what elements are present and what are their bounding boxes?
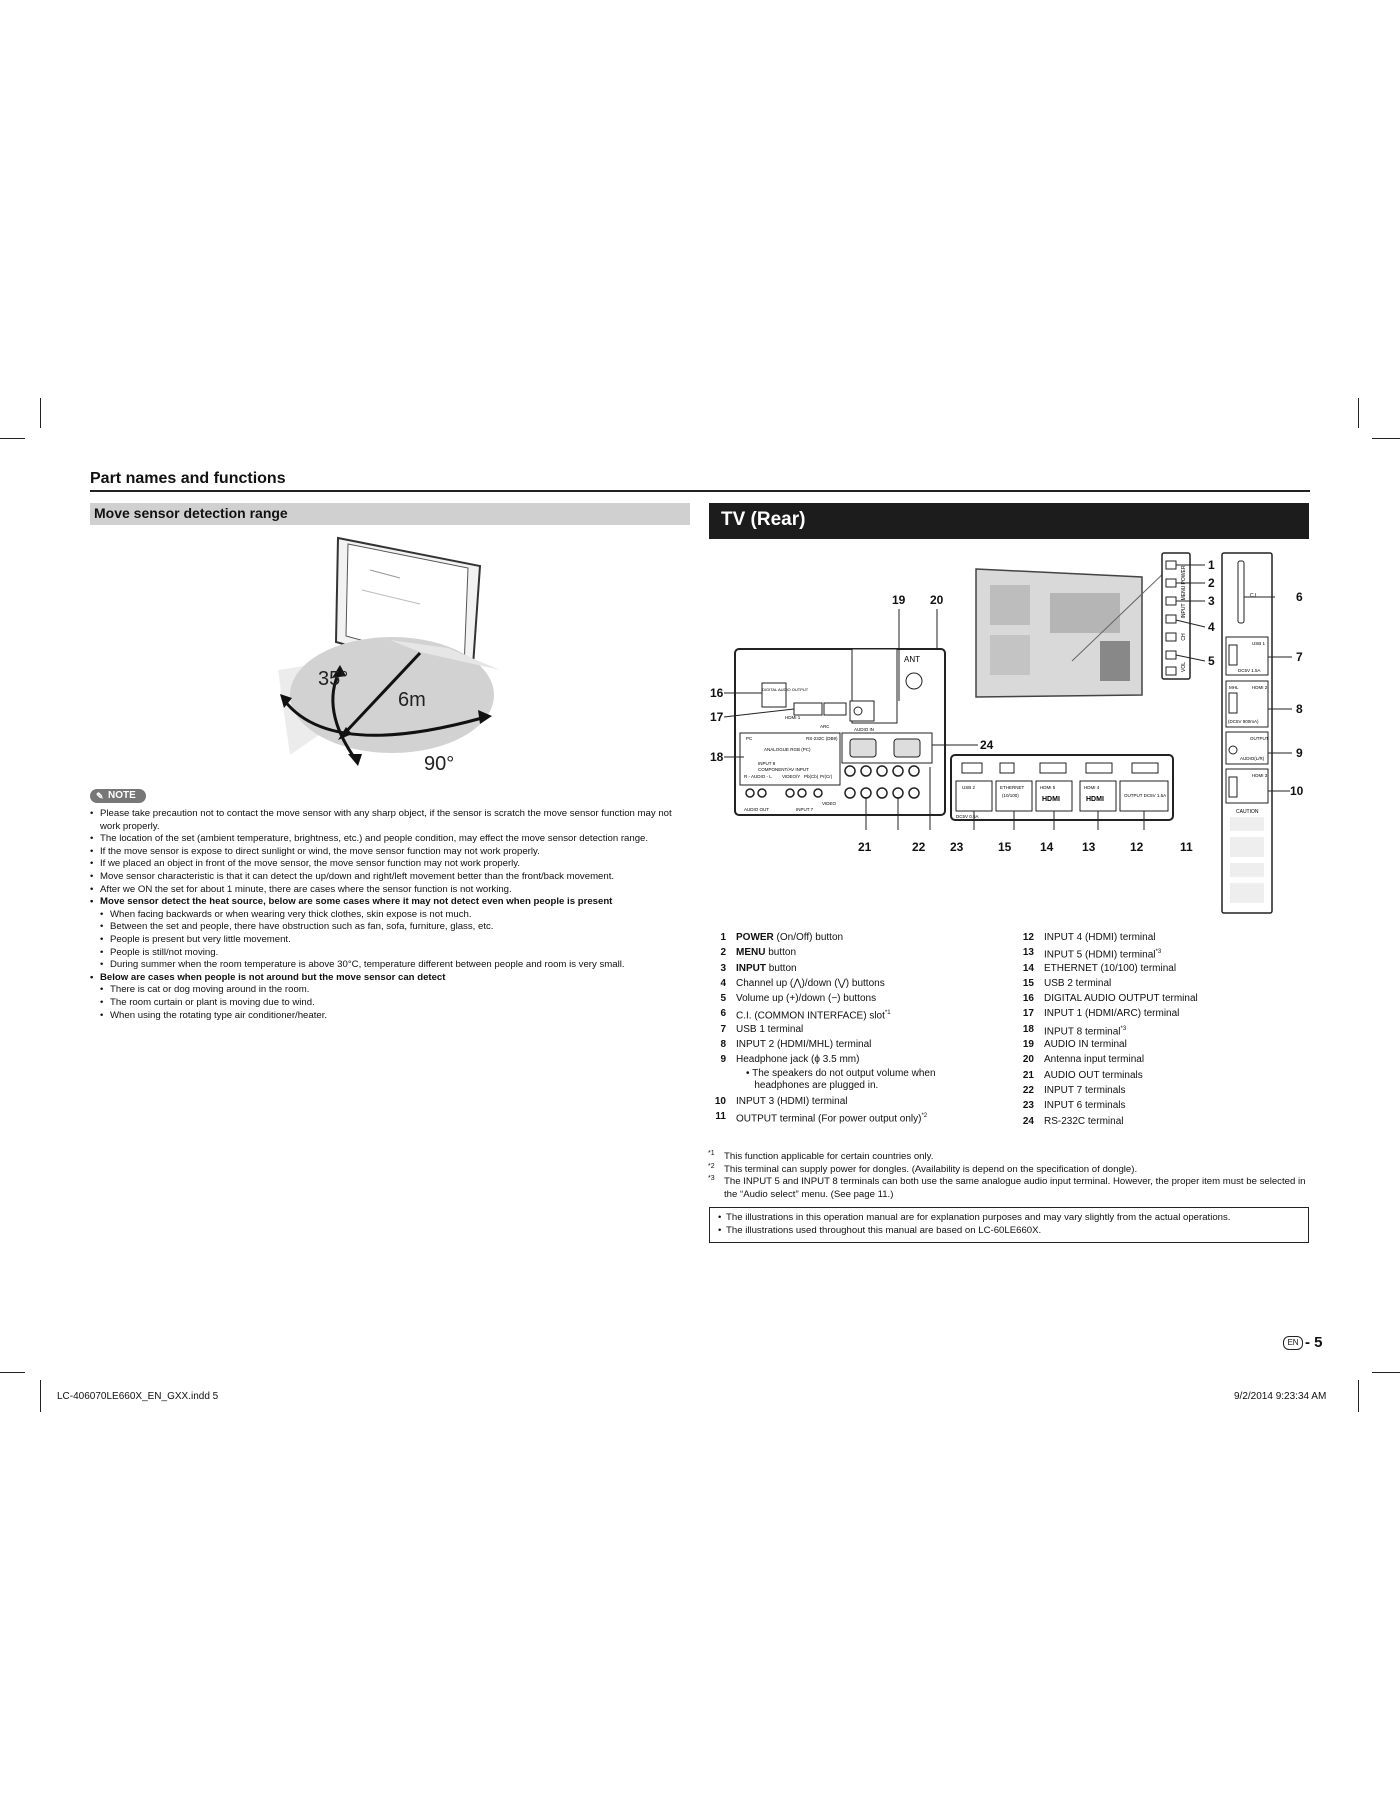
heat-case-list <box>100 909 692 972</box>
note-item: • If the move sensor is expose to direct sunlight or wind, the move sensor function may not work properly. <box>90 846 692 859</box>
callout-number: 21 <box>858 840 872 854</box>
note-item-heat <box>90 896 692 972</box>
ethernet-speed-label: (10/100) <box>1002 793 1019 798</box>
list-item: 18 INPUT 8 terminal$^{*3}$ <box>1022 1023 1127 1038</box>
crop-mark <box>0 1372 25 1373</box>
headphone-note: • The speakers do not output volume when headphones are plugged in. <box>746 1067 936 1091</box>
hdmi3-label: HDMI 3 <box>1252 773 1268 778</box>
input8-label: INPUT 8 <box>758 761 776 766</box>
move-sensor-figure <box>270 530 500 790</box>
list-item: 13 INPUT 5 (HDMI) terminal$^{*3}$ <box>1022 947 1162 961</box>
title-rule <box>90 490 1310 492</box>
list-item: • The room curtain or plant is moving due to wind. <box>100 997 692 1010</box>
right-side-panel <box>1222 553 1272 913</box>
list-item: 19 AUDIO IN terminal <box>1022 1039 1127 1051</box>
page-title: Part names and functions <box>90 470 286 487</box>
list-item: 15 USB 2 terminal <box>1022 977 1112 989</box>
list-item: • During summer when the room temperature is above 30°C, temperature different between people and room is very small. <box>100 959 692 972</box>
hdmi1-label: HDMI 1 <box>785 715 801 720</box>
input-button-label: INPUT <box>1181 603 1187 619</box>
power-button-label: POWER <box>1181 565 1187 585</box>
angle-horizontal-label: 90° <box>424 753 455 775</box>
input7-label: INPUT 7 <box>796 807 814 812</box>
vol-button-label: VOL <box>1181 661 1187 673</box>
digital-audio-output-label: DIGITAL AUDIO OUTPUT <box>762 687 809 692</box>
bottom-terminal-panel <box>951 755 1173 820</box>
list-item: 9 Headphone jack (ϕ 3.5 mm) <box>720 1054 860 1066</box>
absent-case-list <box>100 984 692 1022</box>
note-item: • After we ON the set for about 1 minute, there are cases where the sensor function is not working. <box>90 884 692 897</box>
mhl-label: MHL <box>1229 685 1239 690</box>
list-item: 7 USB 1 terminal <box>720 1023 804 1035</box>
list-item: • There is cat or dog moving around in the room. <box>100 984 692 997</box>
callout-number: 12 <box>1130 840 1144 854</box>
footnote: *2 This terminal can supply power for dongles. (Availability is depend on the specification of dongle). <box>708 1162 1138 1175</box>
note-item: • Move sensor characteristic is that it can detect the up/down and right/left movement better than the front/back movement. <box>90 871 692 884</box>
crop-mark <box>1372 1372 1400 1373</box>
parts-list-right <box>1020 930 1310 1129</box>
crop-mark <box>1358 1380 1359 1412</box>
footnote: *3 The INPUT 5 and INPUT 8 terminals can both use the same analogue audio input terminal. However, the proper item must be selected in the “Audio select” menu. (See page 11.) <box>708 1175 1306 1200</box>
right-section-title: TV (Rear) <box>721 509 806 530</box>
footnote: *1 This function applicable for certain countries only. <box>708 1150 934 1162</box>
left-section-title: Move sensor detection range <box>94 505 288 521</box>
tv-back-illustration <box>976 569 1168 697</box>
tv-rear-diagram <box>700 545 1320 925</box>
pb-cb-label: Pb(Cb) <box>804 774 819 779</box>
ant-label: ANT <box>904 655 920 664</box>
callout-number: 18 <box>710 750 724 764</box>
analogue-rgb-label: ANALOGUE RGB (PC) <box>764 747 811 752</box>
footer-date: 9/2/2014 9:23:34 AM <box>1234 1391 1327 1402</box>
list-item: 22 INPUT 7 terminals <box>1022 1084 1126 1096</box>
callout-number: 23 <box>950 840 964 854</box>
hdmi4-logo: HDMI <box>1086 796 1104 803</box>
callout-number: 13 <box>1082 840 1096 854</box>
crop-mark <box>1358 398 1359 428</box>
video-y-label: VIDEO/Y <box>782 774 801 779</box>
hdmi2-power-label: (DC5V 900mA) <box>1228 719 1259 724</box>
list-item: • Between the set and people, there have obstruction such as fan, sofa, furniture, glass, etc. <box>100 921 692 934</box>
callout-number: 4 <box>1208 620 1215 634</box>
list-item: • The illustrations in this operation manual are for explanation purposes and may vary slightly from the actual operations. <box>718 1212 1300 1225</box>
footer-file-name: LC-406070LE660X_EN_GXX.indd 5 <box>57 1391 219 1402</box>
crop-mark <box>40 1380 41 1412</box>
callout-number: 3 <box>1208 594 1215 608</box>
list-item: 2 MENU button <box>720 947 797 959</box>
usb1-power-label: DC5V 1.5A <box>1238 668 1261 673</box>
left-terminal-panel <box>735 649 945 815</box>
note-label: NOTE <box>108 790 136 801</box>
list-item: 12 INPUT 4 (HDMI) terminal <box>1022 932 1156 943</box>
note-heading: Move sensor detect the heat source, below are some cases where it may not detect even when people is present <box>100 896 613 908</box>
list-item: 11 OUTPUT terminal (For power output only)$^{*2}$ <box>715 1110 928 1125</box>
callout-number: 11 <box>1180 840 1193 854</box>
illustration-notes-box <box>709 1207 1309 1243</box>
menu-button-label: MENU <box>1181 585 1187 601</box>
note-item: • If we placed an object in front of the move sensor, the move sensor function may not work properly. <box>90 858 692 871</box>
left-section-header <box>90 503 690 525</box>
callout-number: 20 <box>930 593 944 607</box>
list-item: 3 INPUT button <box>720 962 797 974</box>
output-label: OUTPUT <box>1250 736 1269 741</box>
callout-number: 5 <box>1208 654 1215 668</box>
callout-number: 1 <box>1208 558 1215 572</box>
hdmi5-logo: HDMI <box>1042 796 1060 803</box>
callout-number: 8 <box>1296 702 1303 716</box>
sensor-range <box>278 637 500 775</box>
callout-number: 22 <box>912 840 926 854</box>
pr-cr-label: Pr(Cr) <box>820 774 833 779</box>
pencil-icon: ✎ <box>96 791 104 801</box>
callout-number: 17 <box>710 710 724 724</box>
pc-label: PC <box>746 736 753 741</box>
callout-number: 14 <box>1040 840 1054 854</box>
note-item: • The location of the set (ambient temperature, brightness, etc.) and people condition, may effect the move sensor detection range. <box>90 833 692 846</box>
ch-button-label: CH <box>1181 633 1187 641</box>
list-item: 17 INPUT 1 (HDMI/ARC) terminal <box>1022 1008 1180 1020</box>
crop-mark <box>40 398 41 428</box>
note-list <box>90 808 692 1022</box>
list-item: • When facing backwards or when wearing very thick clothes, skin expose is not much. <box>100 909 692 922</box>
list-item: 20 Antenna input terminal <box>1022 1054 1145 1066</box>
ethernet-label: ETHERNET <box>1000 785 1025 790</box>
video-label: VIDEO <box>822 801 837 806</box>
r-audio-l-label: R - AUDIO - L <box>744 774 772 779</box>
angle-vertical-label: 35° <box>318 668 349 690</box>
list-item: • People is present but very little movement. <box>100 934 692 947</box>
arc-label: ARC <box>820 724 830 729</box>
caution-label: CAUTION <box>1236 809 1259 815</box>
note-item-absent <box>90 972 692 1022</box>
callout-number: 24 <box>980 738 994 752</box>
list-item: 10 INPUT 3 (HDMI) terminal <box>714 1095 848 1107</box>
crop-mark <box>1372 438 1400 439</box>
list-item: 5 Volume up (+)/down (−) buttons <box>720 993 877 1005</box>
footnotes <box>708 1151 1310 1201</box>
ci-label: C.I. <box>1250 593 1258 599</box>
callout-number: 19 <box>892 593 906 607</box>
hdmi2-label: HDMI 2 <box>1252 685 1268 690</box>
distance-label: 6m <box>398 689 426 711</box>
list-item: 21 AUDIO OUT terminals <box>1022 1069 1143 1081</box>
usb1-label: USB 1 <box>1252 641 1266 646</box>
note-badge <box>90 789 146 803</box>
page-number: - 5 <box>1305 1334 1323 1351</box>
list-item: 14 ETHERNET (10/100) terminal <box>1022 962 1177 974</box>
callout-number: 7 <box>1296 650 1303 664</box>
side-buttons-panel <box>1162 553 1190 679</box>
list-item: 4 Channel up (⋀)/down (⋁) buttons <box>720 977 885 989</box>
note-heading: Below are cases when people is not around but the move sensor can detect <box>100 971 446 983</box>
callout-number: 10 <box>1290 784 1304 798</box>
output-dc-label: OUTPUT DC5V 1.5A <box>1124 793 1167 798</box>
crop-mark <box>0 438 25 439</box>
hdmi5-label: HDMI 5 <box>1040 785 1056 790</box>
list-item: 8 INPUT 2 (HDMI/MHL) terminal <box>720 1039 872 1051</box>
hdmi4-label: HDMI 4 <box>1084 785 1100 790</box>
list-item: 16 DIGITAL AUDIO OUTPUT terminal <box>1022 993 1198 1005</box>
parts-list-left <box>712 930 1012 1124</box>
list-item: 1 POWER (On/Off) button <box>720 932 844 943</box>
list-item: • When using the rotating type air conditioner/heater. <box>100 1010 692 1023</box>
audio-in-label: AUDIO IN <box>854 727 875 732</box>
list-item: 23 INPUT 6 terminals <box>1022 1100 1126 1112</box>
callout-number: 15 <box>998 840 1012 854</box>
audio-lr-label: AUDIO(L/R) <box>1240 756 1265 761</box>
callout-number: 6 <box>1296 590 1303 604</box>
component-av-label: COMPONENT/AV INPUT <box>758 767 809 772</box>
callout-number: 9 <box>1296 746 1303 760</box>
callout-number: 16 <box>710 686 724 700</box>
rs232c-label: RS-232C (DB9) <box>806 736 838 741</box>
usb2-power-label: DC5V 0.5A <box>956 814 979 819</box>
note-item: • Please take precaution not to contact the move sensor with any sharp object, if the sensor is scratch the move sensor function may not work properly. <box>90 808 692 833</box>
usb2-label: USB 2 <box>962 785 976 790</box>
list-item: 6 C.I. (COMMON INTERFACE) slot$^{*1}$ <box>720 1008 891 1022</box>
audio-out-label: AUDIO OUT <box>744 807 770 812</box>
language-badge: EN <box>1283 1336 1303 1350</box>
callout-number: 2 <box>1208 576 1215 590</box>
list-item: 24 RS-232C terminal <box>1022 1115 1124 1127</box>
right-section-header <box>709 503 1309 539</box>
list-item: • People is still/not moving. <box>100 947 692 960</box>
list-item: • The illustrations used throughout this manual are based on LC-60LE660X. <box>718 1225 1300 1238</box>
